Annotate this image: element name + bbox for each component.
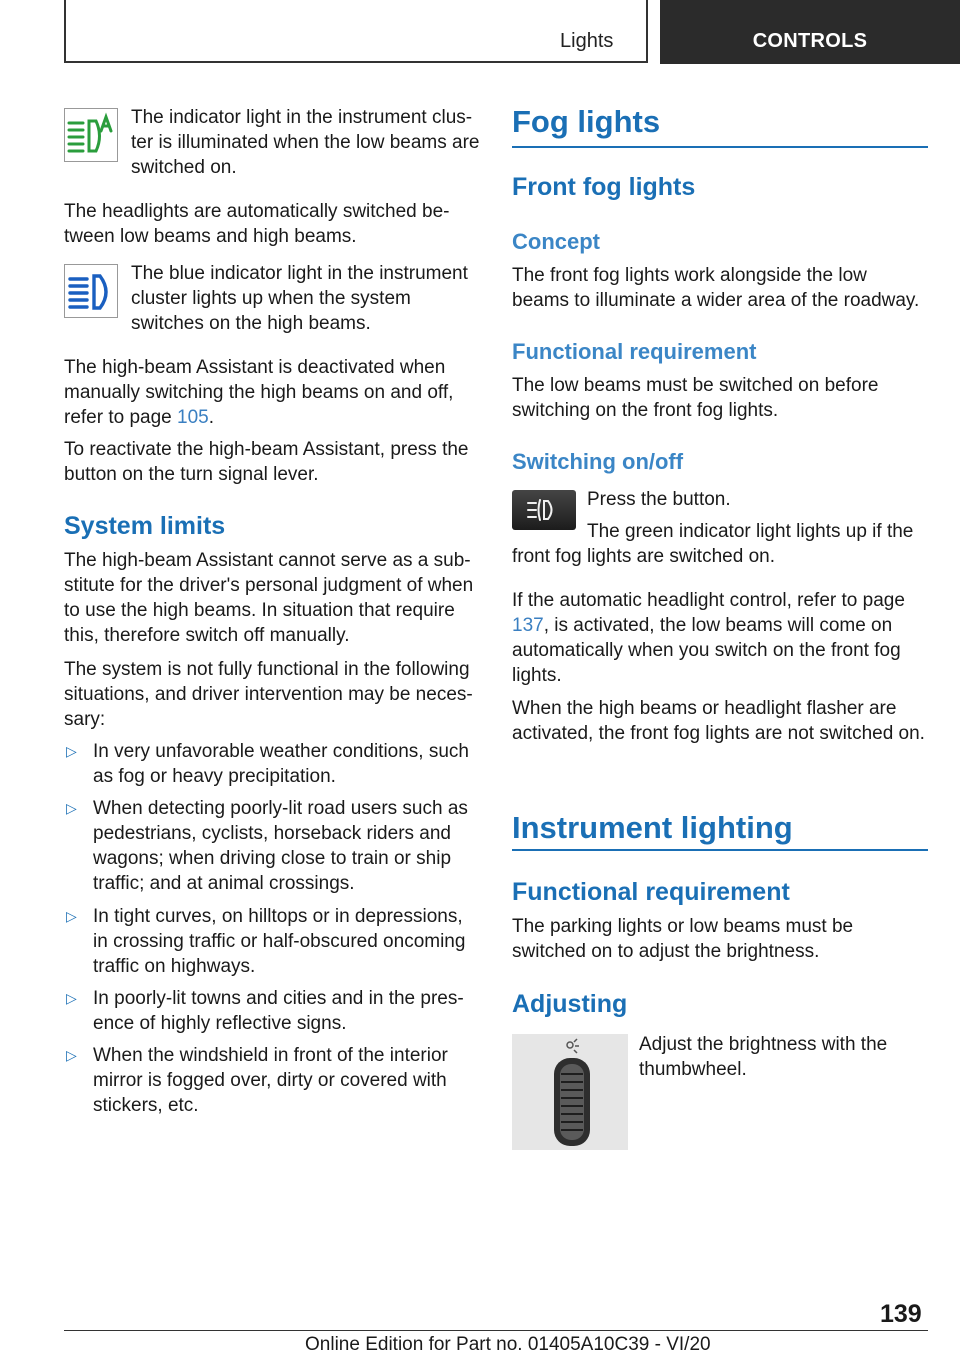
paragraph-deactivate bbox=[64, 355, 480, 430]
functional-requirement-text: The low beams must be switched on before switching on the front fog lights. bbox=[512, 375, 879, 421]
switching-heading: Switching on/off bbox=[512, 449, 684, 474]
paragraph-reactivate: To reactivate the high-beam Assistant, press the button on the turn signal lever. bbox=[64, 439, 469, 485]
indicator1-text: The indicator light in the instrument clus-ter is illuminated when the low beams are switched on. bbox=[131, 107, 480, 178]
heading-rule bbox=[512, 146, 928, 148]
adjust-text: Adjust the brightness with the thumbwheel. bbox=[639, 1034, 888, 1080]
adjusting-heading: Adjusting bbox=[512, 990, 628, 1018]
page-link-105[interactable]: 105 bbox=[177, 407, 209, 428]
header-chapter-label: CONTROLS bbox=[752, 30, 868, 52]
bullet-triangle-icon: ▷ bbox=[66, 743, 77, 759]
fog-lights-heading: Fog lights bbox=[512, 104, 661, 139]
paragraph-not-functional: The system is not fully functional in the following situations, and driver intervention may be neces-sary: bbox=[64, 659, 473, 730]
header-chapter-tab bbox=[660, 0, 960, 64]
footer-edition: Online Edition for Part no. 01405A10C39 - VI/20 bbox=[305, 1334, 711, 1355]
system-limits-heading: System limits bbox=[64, 512, 226, 540]
paragraph-automatic-control bbox=[512, 588, 928, 688]
deactivate-text: The high-beam Assistant is deactivated when manually switching the high beams on and off, refer to page bbox=[64, 357, 454, 428]
auto-text: If the automatic headlight control, refer to page bbox=[512, 590, 905, 611]
indicator2-text: The blue indicator light in the instrument cluster lights up when the system switches on the high beams. bbox=[131, 263, 468, 334]
paragraph-high-beams: When the high beams or headlight flasher are activated, the front fog lights are not switched on. bbox=[512, 698, 925, 744]
list-item: In poorly-lit towns and cities and in the pres-ence of highly reflective signs. bbox=[93, 988, 464, 1034]
high-beam-indicator-icon bbox=[64, 264, 118, 318]
header-section-title: Lights bbox=[560, 30, 614, 52]
functional-requirement-2-heading: Functional requirement bbox=[512, 878, 790, 906]
bullet-triangle-icon: ▷ bbox=[66, 800, 77, 816]
press-button-text: Press the button. bbox=[587, 489, 731, 510]
instrument-lighting-heading: Instrument lighting bbox=[512, 810, 793, 845]
page-number: 139 bbox=[880, 1300, 922, 1328]
bullet-triangle-icon: ▷ bbox=[66, 990, 77, 1006]
list-item: In very unfavorable weather conditions, such as fog or heavy precipitation. bbox=[93, 741, 469, 787]
footer-rule bbox=[64, 1330, 928, 1331]
front-fog-lights-heading: Front fog lights bbox=[512, 173, 696, 201]
auto-text-end: , is activated, the low beams will come on automatically when you switch on the front fog lights. bbox=[512, 615, 901, 686]
thumbwheel-icon bbox=[512, 1034, 628, 1150]
concept-text: The front fog lights work alongside the low beams to illuminate a wider area of the roadway. bbox=[512, 265, 920, 311]
page-link-137[interactable]: 137 bbox=[512, 615, 544, 636]
front-fog-light-button-icon bbox=[512, 490, 576, 530]
heading-rule bbox=[512, 849, 928, 851]
bullet-triangle-icon: ▷ bbox=[66, 1047, 77, 1063]
deactivate-text-end: . bbox=[208, 407, 215, 428]
list-item: In tight curves, on hilltops or in depressions, in crossing traffic or half-obscured oncoming traffic on highways. bbox=[93, 906, 466, 977]
bullet-triangle-icon: ▷ bbox=[66, 908, 77, 924]
paragraph-auto-switch: The headlights are automatically switched be-tween low beams and high beams. bbox=[64, 201, 450, 247]
paragraph-system-limits: The high-beam Assistant cannot serve as a sub-stitute for the driver's personal judgment of when to use the high beams. In situation that require this, therefore switch off manually. bbox=[64, 550, 474, 646]
list-item: When the windshield in front of the interior mirror is fogged over, dirty or covered with stickers, etc. bbox=[93, 1045, 448, 1116]
green-indicator-text: The green indicator light lights up if the bbox=[587, 521, 914, 542]
functional-requirement-2-text: The parking lights or low beams must be switched on to adjust the brightness. bbox=[512, 916, 854, 962]
functional-requirement-heading: Functional requirement bbox=[512, 339, 757, 364]
green-indicator-text-cont: front fog lights are switched on. bbox=[512, 546, 775, 567]
concept-heading: Concept bbox=[512, 229, 600, 254]
low-beam-assist-indicator-icon bbox=[64, 108, 118, 162]
list-item: When detecting poorly-lit road users such as pedestrians, cyclists, horseback riders and wagons; when driving close to train or ship traffic; and at animal crossings. bbox=[93, 798, 468, 894]
